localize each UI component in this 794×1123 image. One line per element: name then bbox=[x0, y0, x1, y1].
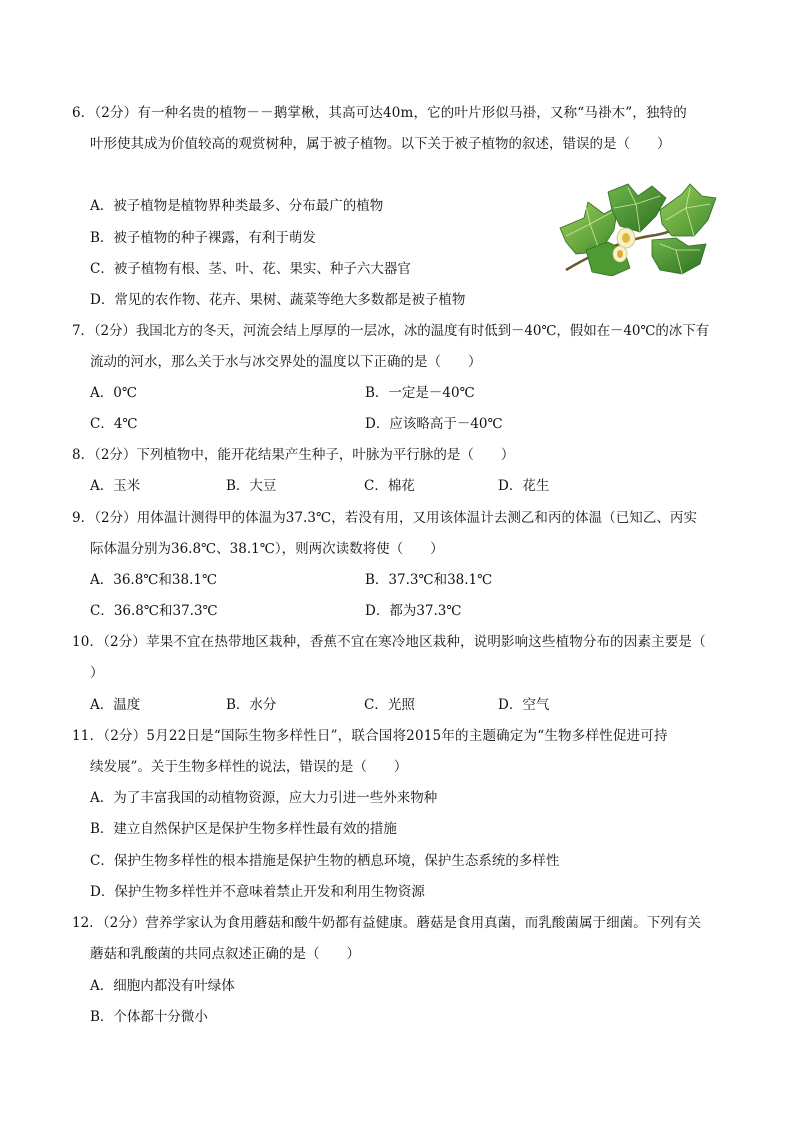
question-6-option-d: D．常见的农作物、花卉、果树、蔬菜等绝大多数都是被子植物 bbox=[90, 292, 466, 308]
question-12-option-a: A．细胞内都没有叶绿体 bbox=[90, 978, 235, 994]
question-11-option-d: D．保护生物多样性并不意味着禁止开发和利用生物资源 bbox=[90, 884, 425, 900]
question-9-option-b: B．37.3℃和38.1℃ bbox=[365, 572, 493, 588]
question-8-option-d: D．花生 bbox=[498, 478, 550, 494]
question-11-line-2: 续发展”。关于生物多样性的说法，错误的是（ ） bbox=[90, 759, 408, 775]
question-6-option-c: C．被子植物有根、茎、叶、花、果实、种子六大器官 bbox=[90, 261, 411, 277]
question-9-option-a: A．36.8℃和38.1℃ bbox=[90, 572, 218, 588]
question-12-option-b: B．个体都十分微小 bbox=[90, 1009, 208, 1025]
question-7-line-2: 流动的河水，那么关于水与冰交界处的温度以下正确的是（ ） bbox=[90, 354, 482, 370]
question-8-line-1: 8．（2分）下列植物中，能开花结果产生种子，叶脉为平行脉的是（ ） bbox=[72, 447, 515, 463]
question-9-line-1: 9．（2分）用体温计测得甲的体温为37.3℃，若没有用，又用该体温计去测乙和丙的体温（已知乙、丙实 bbox=[72, 510, 698, 526]
tulip-tree-leaf-image bbox=[556, 180, 718, 276]
question-12-line-1: 12．（2分）营养学家认为食用蘑菇和酸牛奶都有益健康。蘑菇是食用真菌，而乳酸菌属于细菌。下列有关 bbox=[72, 915, 701, 931]
question-6-line-2: 叶形使其成为价值较高的观赏树种，属于被子植物。以下关于被子植物的叙述，错误的是（ ） bbox=[90, 136, 671, 152]
question-9-line-2: 际体温分别为36.8℃、38.1℃），则两次读数将使（ ） bbox=[90, 541, 444, 557]
question-11-option-c: C．保护生物多样性的根本措施是保护生物的栖息环境，保护生态系统的多样性 bbox=[90, 853, 560, 869]
question-8-option-b: B．大豆 bbox=[226, 478, 277, 494]
question-7-line-1: 7．（2分）我国北方的冬天，河流会结上厚厚的一层冰，冰的温度有时低到－40℃，假如在－40℃的冰下有 bbox=[72, 323, 709, 339]
question-7-option-c: C．4℃ bbox=[90, 416, 138, 432]
question-7-option-d: D．应该略高于－40℃ bbox=[365, 416, 503, 432]
question-10-option-d: D．空气 bbox=[498, 697, 550, 713]
question-8-option-a: A．玉米 bbox=[90, 478, 141, 494]
question-11-option-b: B．建立自然保护区是保护生物多样性最有效的措施 bbox=[90, 821, 397, 837]
question-9-option-c: C．36.8℃和37.3℃ bbox=[90, 603, 218, 619]
question-7-option-b: B．一定是－40℃ bbox=[365, 385, 475, 401]
question-11-option-a: A．为了丰富我国的动植物资源，应大力引进一些外来物种 bbox=[90, 790, 438, 806]
question-6-option-b: B．被子植物的种子裸露，有利于萌发 bbox=[90, 230, 316, 246]
question-6-line-1: 6．（2分）有一种名贵的植物－－鹅掌楸，其高可达40m，它的叶片形似马褂，又称“马褂木”，独特的 bbox=[72, 105, 687, 121]
question-10-line-2: ） bbox=[90, 665, 104, 681]
question-9-option-d: D．都为37.3℃ bbox=[365, 603, 462, 619]
question-10-option-c: C．光照 bbox=[364, 697, 415, 713]
question-7-option-a: A．0℃ bbox=[90, 385, 137, 401]
question-11-line-1: 11．（2分）5月22日是“国际生物多样性日”，联合国将2015年的主题确定为“生物多样性促进可持 bbox=[72, 728, 668, 744]
question-10-line-1: 10．（2分）苹果不宜在热带地区栽种，香蕉不宜在寒冷地区栽种，说明影响这些植物分布的因素主要是（ bbox=[72, 634, 706, 650]
question-8-option-c: C．棉花 bbox=[364, 478, 415, 494]
question-6-option-a: A．被子植物是植物界种类最多、分布最广的植物 bbox=[90, 198, 384, 214]
question-12-line-2: 蘑菇和乳酸菌的共同点叙述正确的是（ ） bbox=[90, 946, 360, 962]
question-10-option-a: A．温度 bbox=[90, 697, 141, 713]
question-10-option-b: B．水分 bbox=[226, 697, 277, 713]
